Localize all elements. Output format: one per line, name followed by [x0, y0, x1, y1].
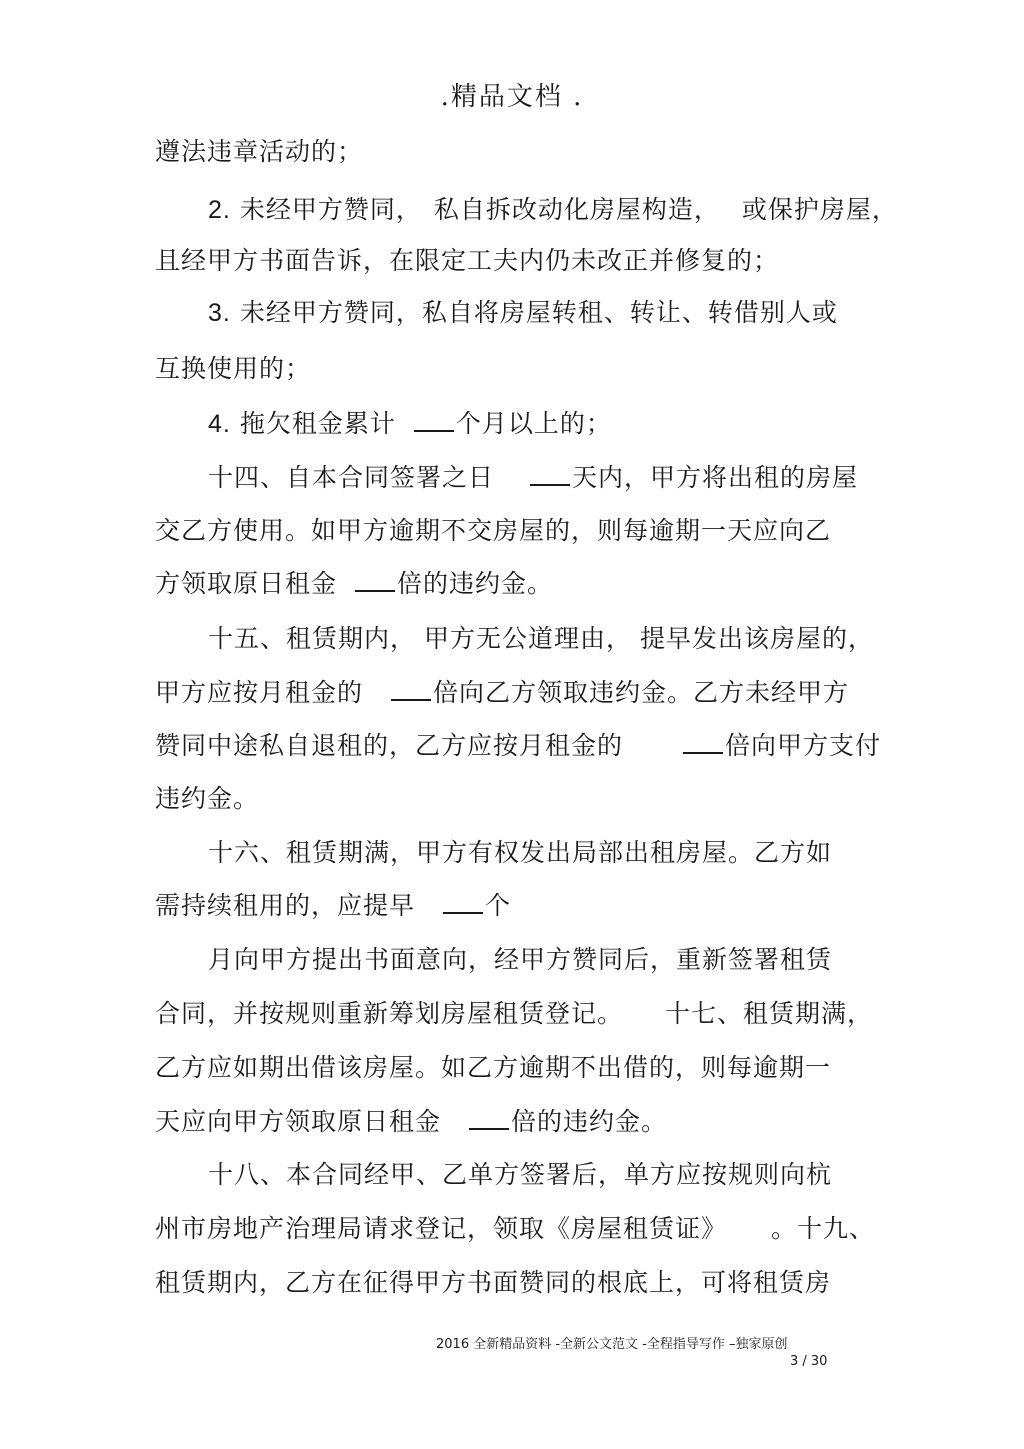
body-text: 甲方无公道理由， — [424, 624, 633, 653]
body-line — [155, 568, 553, 600]
body-text: 个 — [485, 891, 512, 920]
body-text: 。十九、 — [771, 1214, 876, 1243]
fill-blank — [530, 483, 570, 486]
body-line: 乙方应如期出借该房屋。如乙方逾期不出借的，则每逾期一 — [155, 1053, 832, 1082]
body-line: 违约金。 — [155, 784, 260, 813]
fill-blank — [414, 429, 454, 432]
item-number: 2. — [208, 196, 231, 224]
body-line — [155, 1213, 875, 1245]
clause-15-line — [208, 623, 874, 655]
page-header-title: .精品文档 . — [440, 82, 584, 112]
body-text: 合同，并按规则重新筹划房屋租赁登记。 — [155, 999, 624, 1028]
body-line: 月向甲方提出书面意向，经甲方赞同后，重新签署租赁 — [208, 945, 833, 974]
body-line: 且经甲方书面告诉，在限定工夫内仍未改正并修复的； — [155, 246, 780, 275]
page-number: 3 / 30 — [790, 1354, 828, 1369]
body-text: 私自拆改动化房屋构造， — [433, 195, 720, 224]
body-text: 十四、自本合同签署之日 — [208, 463, 495, 492]
body-text: 赞同中途私自退租的，乙方应按月租金的 — [155, 731, 624, 760]
body-text: 天内，甲方将出租的房屋 — [572, 463, 859, 492]
body-text: 天应向甲方领取原日租金 — [155, 1107, 442, 1136]
body-text: 甲方应按月租金的 — [155, 678, 364, 707]
body-line — [155, 998, 873, 1030]
body-text: 倍向乙方领取违约金。乙方未经甲方 — [433, 678, 850, 707]
body-text: 个月以上的； — [455, 409, 612, 438]
body-line: 互换使用的； — [155, 354, 312, 383]
body-text: 未经甲方赞同，私自将房屋转租、转让、转借别人或 — [239, 298, 838, 327]
clause-14-line — [208, 462, 858, 494]
body-line: 遵法违章活动的； — [155, 137, 364, 166]
footer-slogan: 2016 全新精品资料 -全新公文范文 -全程指导写作 –独家原创 — [436, 1337, 788, 1352]
body-text: 方领取原日租金 — [155, 569, 338, 598]
body-text: 倍的违约金。 — [511, 1107, 668, 1136]
body-text: 十五、租赁期内， — [208, 624, 417, 653]
body-line — [155, 677, 849, 709]
body-text: 或保护房屋， — [741, 195, 898, 224]
fill-blank — [391, 698, 431, 701]
body-text: 未经甲方赞同， — [239, 195, 422, 224]
body-line: 交乙方使用。如甲方逾期不交房屋的，则每逾期一天应向乙 — [155, 516, 832, 545]
body-text: 需持续租用的，应提早 — [155, 891, 416, 920]
body-text: 提早发出该房屋的， — [640, 624, 875, 653]
item-number: 3. — [208, 299, 231, 327]
body-line — [155, 730, 881, 762]
fill-blank — [683, 751, 723, 754]
fill-blank — [355, 589, 395, 592]
clause-4-line — [208, 408, 612, 440]
fill-blank — [469, 1127, 509, 1130]
clause-3-line — [208, 297, 838, 329]
item-number: 4. — [208, 410, 231, 438]
body-text: 拖欠租金累计 — [239, 409, 396, 438]
clause-16-line: 十六、租赁期满，甲方有权发出局部出租房屋。乙方如 — [208, 838, 833, 867]
body-line — [155, 1106, 667, 1138]
clause-18-line: 十八、本合同经甲、乙单方签署后，单方应按规则向杭 — [208, 1160, 833, 1189]
body-line: 租赁期内，乙方在征得甲方书面赞同的根底上，可将租赁房 — [155, 1268, 832, 1297]
fill-blank — [443, 911, 483, 914]
body-text: 倍向甲方支付 — [725, 731, 882, 760]
clause-2-line — [208, 194, 898, 226]
body-line — [155, 890, 511, 922]
body-text: 十七、租赁期满， — [665, 999, 874, 1028]
body-text: 倍的违约金。 — [397, 569, 554, 598]
body-text: 州市房地产治理局请求登记，领取《房屋租赁证》 — [155, 1214, 728, 1243]
